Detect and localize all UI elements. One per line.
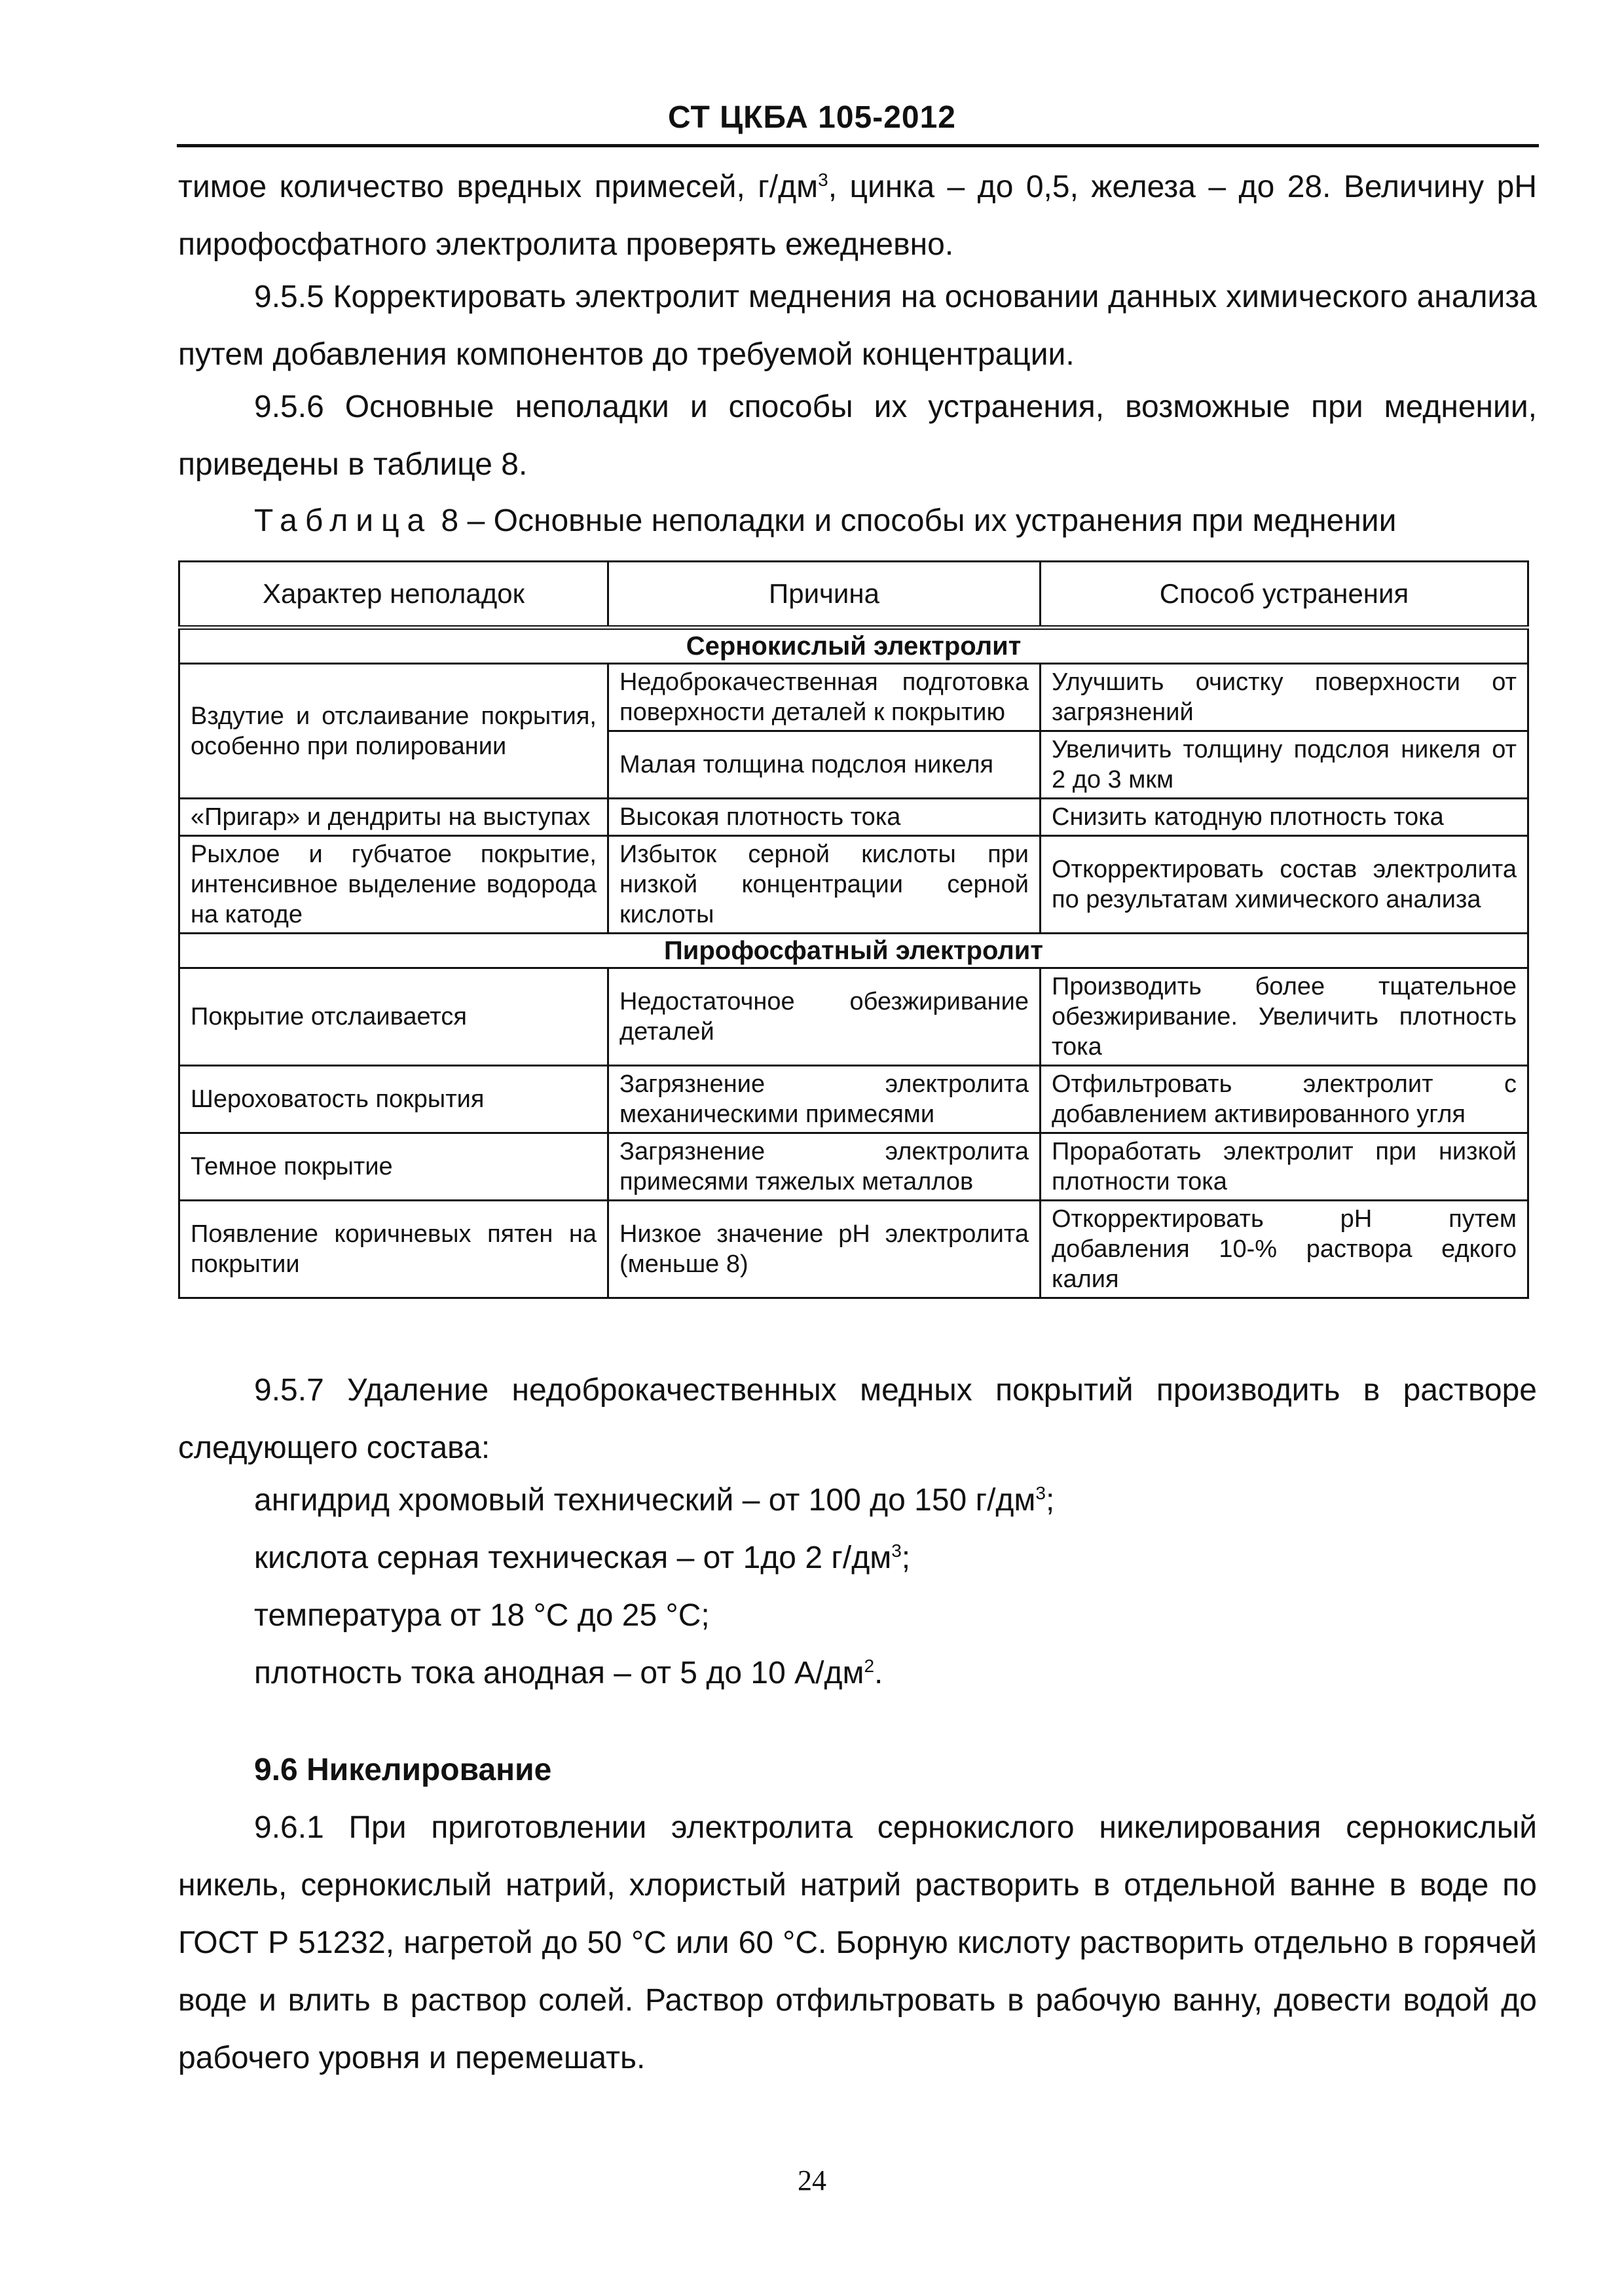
defect-cell: Вздутие и отслаивание покрытия, особенно при полировании: [179, 664, 608, 799]
remedy-cell: Отфильтровать электролит с добавлением активированного угля: [1041, 1066, 1528, 1133]
table-section-row: [179, 934, 1528, 968]
defect-cell: Покрытие отслаивается: [179, 968, 608, 1066]
cause-cell: Высокая плотность тока: [608, 799, 1041, 836]
paragraph-9-5-7: 9.5.7 Удаление недоброкачественных медных покрытий производить в растворе следующего состава:: [178, 1373, 1537, 1465]
cause-cell: Загрязнение электролита примесями тяжелых металлов: [608, 1133, 1041, 1201]
list-text: кислота серная техническая – от 1до 2 г/дм: [254, 1540, 892, 1575]
table-row: [179, 799, 1528, 836]
column-header-defect: Характер неполадок: [179, 562, 608, 628]
remedy-cell: Проработать электролит при низкой плотности тока: [1041, 1133, 1528, 1201]
paragraph-continuation: [178, 158, 1537, 274]
column-header-cause: Причина: [608, 562, 1041, 628]
list-text: плотность тока анодная – от 5 до 10 А/дм: [254, 1656, 864, 1690]
table-caption-text: 8 – Основные неполадки и способы их устранения при меднении: [432, 503, 1397, 538]
cause-cell: Недоброкачественная подготовка поверхности деталей к покрытию: [608, 664, 1041, 731]
defects-table: [178, 560, 1529, 1299]
remedy-cell: Откорректировать рН путем добавления 10-% раствора едкого калия: [1041, 1201, 1528, 1298]
table-row: [179, 836, 1528, 934]
table-section-row: [179, 628, 1528, 664]
paragraph-text: тимое количество вредных примесей, г/дм: [178, 170, 819, 204]
table-row: [179, 968, 1528, 1066]
remedy-cell: Снизить катодную плотность тока: [1041, 799, 1528, 836]
table-row: [179, 1066, 1528, 1133]
table-caption-label: Таблица: [254, 503, 433, 538]
solution-component: [254, 1472, 1054, 1529]
defect-cell: Шероховатость покрытия: [179, 1066, 608, 1133]
superscript: 2: [864, 1656, 875, 1676]
section-sulfate-electrolyte: Сернокислый электролит: [179, 628, 1528, 664]
superscript: 3: [1035, 1483, 1046, 1503]
page-number: 24: [798, 2164, 826, 2196]
superscript: 3: [818, 170, 828, 190]
superscript: 3: [891, 1540, 902, 1561]
list-text: ангидрид хромовый технический – от 100 до 150 г/дм: [254, 1483, 1036, 1518]
solution-component: [254, 1645, 883, 1702]
column-header-remedy: Способ устранения: [1041, 562, 1528, 628]
table-caption: [254, 492, 1396, 550]
paragraph-text: , цинка – до 0,5, железа – до 28. Величину рН пирофосфатного электролита проверять ежедневно.: [178, 170, 1537, 262]
cause-cell: Низкое значение рН электролита (меньше 8): [608, 1201, 1041, 1298]
table-header-row: [179, 562, 1528, 628]
section-heading-9-6: 9.6 Никелирование: [254, 1753, 552, 1787]
section-pyrophosphate-electrolyte: Пирофосфатный электролит: [179, 934, 1528, 968]
table-row: [179, 1201, 1528, 1298]
paragraph-9-6-1: 9.6.1 При приготовлении электролита сернокислого никелирования сернокислый никель, сернокислый натрий, хлористый натрий растворить в отдельной ванне в воде по ГОСТ Р 51232, нагретой до 50 °С или 60 °С. Борную кислоту растворить отдельно в горячей воде и влить в раствор солей. Раствор отфильтровать в рабочую ванну, довести водой до рабочего уровня и перемешать.: [178, 1810, 1537, 2075]
defect-cell: Рыхлое и губчатое покрытие, интенсивное выделение водорода на катоде: [179, 836, 608, 934]
remedy-cell: Производить более тщательное обезжиривание. Увеличить плотность тока: [1041, 968, 1528, 1066]
cause-cell: Избыток серной кислоты при низкой концентрации серной кислоты: [608, 836, 1041, 934]
defect-cell: Появление коричневых пятен на покрытии: [179, 1201, 608, 1298]
list-text: .: [874, 1656, 883, 1690]
paragraph-9-5-5: 9.5.5 Корректировать электролит меднения на основании данных химического анализа путем добавления компонентов до требуемой концентрации.: [178, 280, 1537, 372]
defect-cell: «Пригар» и дендриты на выступах: [179, 799, 608, 836]
solution-component: температура от 18 °С до 25 °С;: [254, 1598, 710, 1633]
cause-cell: Малая толщина подслоя никеля: [608, 731, 1041, 799]
paragraph-9-5-6: 9.5.6 Основные неполадки и способы их устранения, возможные при меднении, приведены в таблице 8.: [178, 390, 1537, 482]
remedy-cell: Улучшить очистку поверхности от загрязнений: [1041, 664, 1528, 731]
table-row: [179, 664, 1528, 731]
table-row: [179, 1133, 1528, 1201]
list-text: ;: [901, 1540, 911, 1575]
solution-component: [254, 1529, 910, 1587]
header-rule: [177, 144, 1539, 147]
document-code-header: СТ ЦКБА 105-2012: [667, 100, 956, 135]
cause-cell: Недостаточное обезжиривание деталей: [608, 968, 1041, 1066]
cause-cell: Загрязнение электролита механическими примесями: [608, 1066, 1041, 1133]
defect-cell: Темное покрытие: [179, 1133, 608, 1201]
remedy-cell: Увеличить толщину подслоя никеля от 2 до 3 мкм: [1041, 731, 1528, 799]
list-text: ;: [1046, 1483, 1055, 1518]
remedy-cell: Откорректировать состав электролита по результатам химического анализа: [1041, 836, 1528, 934]
